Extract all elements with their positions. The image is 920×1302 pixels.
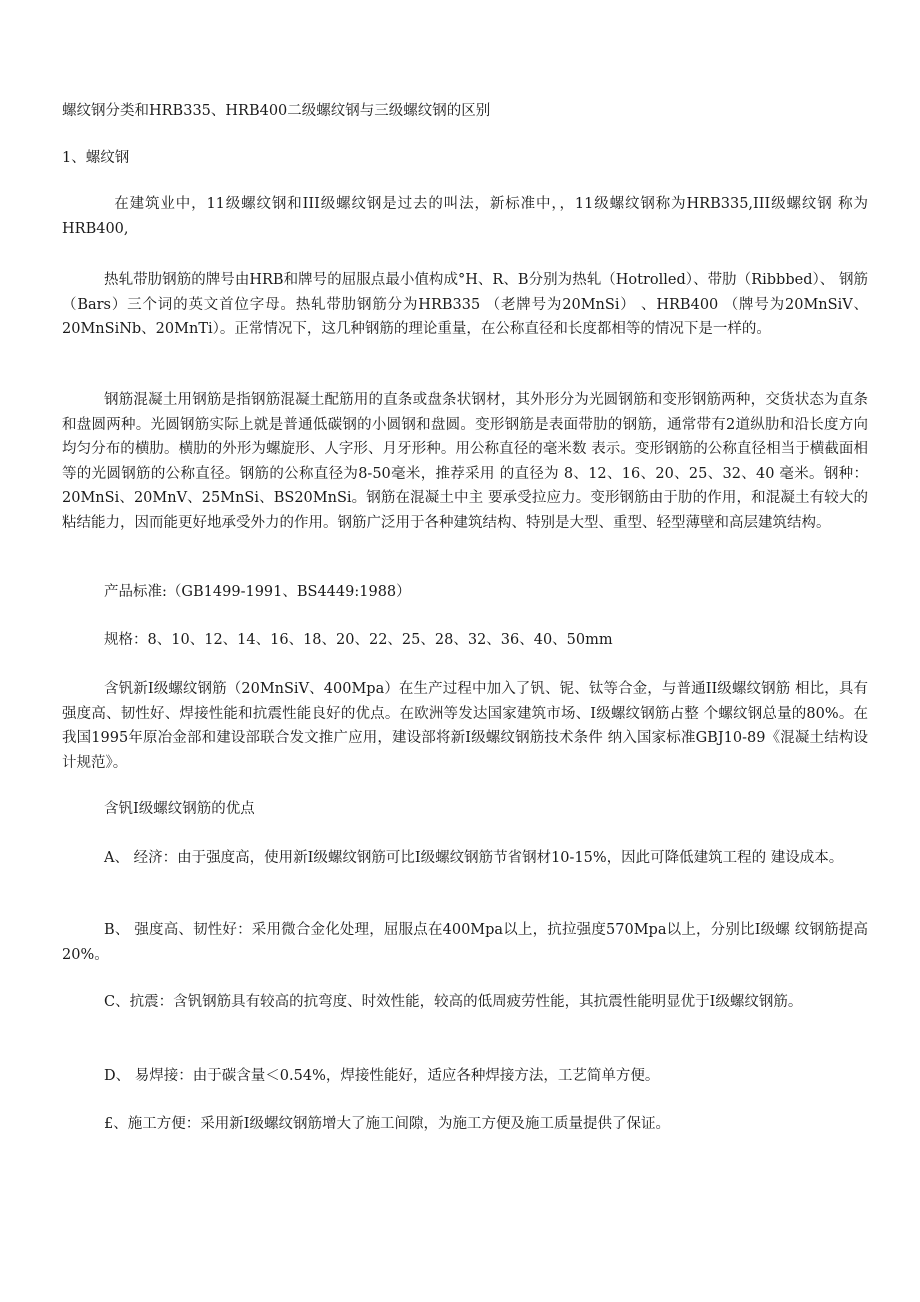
paragraph-concrete-rebar: 钢筋混凝土用钢筋是指钢筋混凝土配筋用的直条或盘条状钢材，其外形分为光圆钢筋和变形钢筋两种，交货状态为直条和盘圆两种。光圆钢筋实际上就是普通低碳钢的小圆钢和盘圆。变形钢筋是表面带肋的钢筋，通常带有2道纵肋和沿长度方向均匀分布的横肋。横肋的外形为螺旋形、人字形、月牙形种。用公称直径的毫米数 表示。变形钢筋的公称直径相当于横截面相等的光圆钢筋的公称直径。钢筋的公称直径为8-50毫米，推荐采用 的直径为 8、12、16、20、25、32、40 毫米。钢种：20MnSi、20MnV、25MnSi、BS20MnSi。钢筋在混凝土中主 要承受拉应力。变形钢筋由于肋的作用，和混凝土有较大的粘结能力，因而能更好地承受外力的作用。钢筋广泛用于各种建筑结构、特别是大型、重型、轻型薄壁和高层建筑结构。 (62, 392, 868, 531)
paragraph-intro: 在建筑业中，11级螺纹钢和III级螺纹钢是过去的叫法，新标准中，，11级螺纹钢称为HRB335,III级螺纹钢 称为 HRB400, (62, 196, 868, 237)
section-heading: 1、螺纹钢 (62, 150, 130, 166)
paragraph-vanadium-rebar: 含钒新I级螺纹钢筋（20MnSiV、400Mpa）在生产过程中加入了钒、铌、钛等合金，与普通II级螺纹钢筋 相比，具有强度高、韧性好、焊接性能和抗震性能良好的优点。在欧洲等发达国家建筑市场、I级螺纹钢筋占整 个螺纹钢总量的80%。在我国1995年原冶金部和建设部联合发文推广应用，建设部将新I级螺纹钢筋技术条件 纳入国家标准GBJ10-89《混凝土结构设计规范》。 (62, 681, 868, 771)
advantage-item-a: A、 经济：由于强度高，使用新I级螺纹钢筋可比I级螺纹钢筋节省钢材10-15%，因此可降低建筑工程的 建设成本。 (104, 850, 844, 866)
advantage-item-b: B、 强度高、韧性好：采用微合金化处理，屈服点在400Mpa以上，抗拉强度570Mpa以上，分别比I级螺 纹钢筋提高20%。 (62, 922, 868, 963)
paragraph-advantages-title: 含钒I级螺纹钢筋的优点 (104, 801, 255, 817)
advantage-item-c: C、抗震：含钒钢筋具有较高的抗弯度、时效性能，较高的低周疲劳性能，其抗震性能明显优于I级螺纹钢筋。 (104, 994, 803, 1010)
advantage-item-d: D、 易焊接：由于碳含量＜0.54%，焊接性能好，适应各种焊接方法，工艺简单方便。 (104, 1068, 660, 1084)
document-title: 螺纹钢分类和HRB335、HRB400二级螺纹钢与三级螺纹钢的区别 (62, 103, 491, 119)
paragraph-specifications: 规格：8、10、12、14、16、18、20、22、25、28、32、36、40、50mm (104, 632, 613, 648)
paragraph-product-standard: 产品标准:（GB1499-1991、BS4449:1988） (104, 584, 411, 600)
advantage-item-e: £、施工方便：采用新I级螺纹钢筋增大了施工间隙，为施工方便及施工质量提供了保证。 (104, 1116, 670, 1132)
paragraph-hrb-grades: 热轧带肋钢筋的牌号由HRB和牌号的屈服点最小值构成°H、R、B分别为热轧（Hotrolled）、带肋（Ribbbed）、 钢筋（Bars）三个词的英文首位字母。热轧带肋钢筋分为HRB335 （老牌号为20MnSi） 、HRB400 （牌号为20MnSiV、 20MnSiNb、20MnTi）。正常情况下，这几种钢筋的理论重量，在公称直径和长度都相等的情况下是一样的。 (62, 272, 868, 337)
